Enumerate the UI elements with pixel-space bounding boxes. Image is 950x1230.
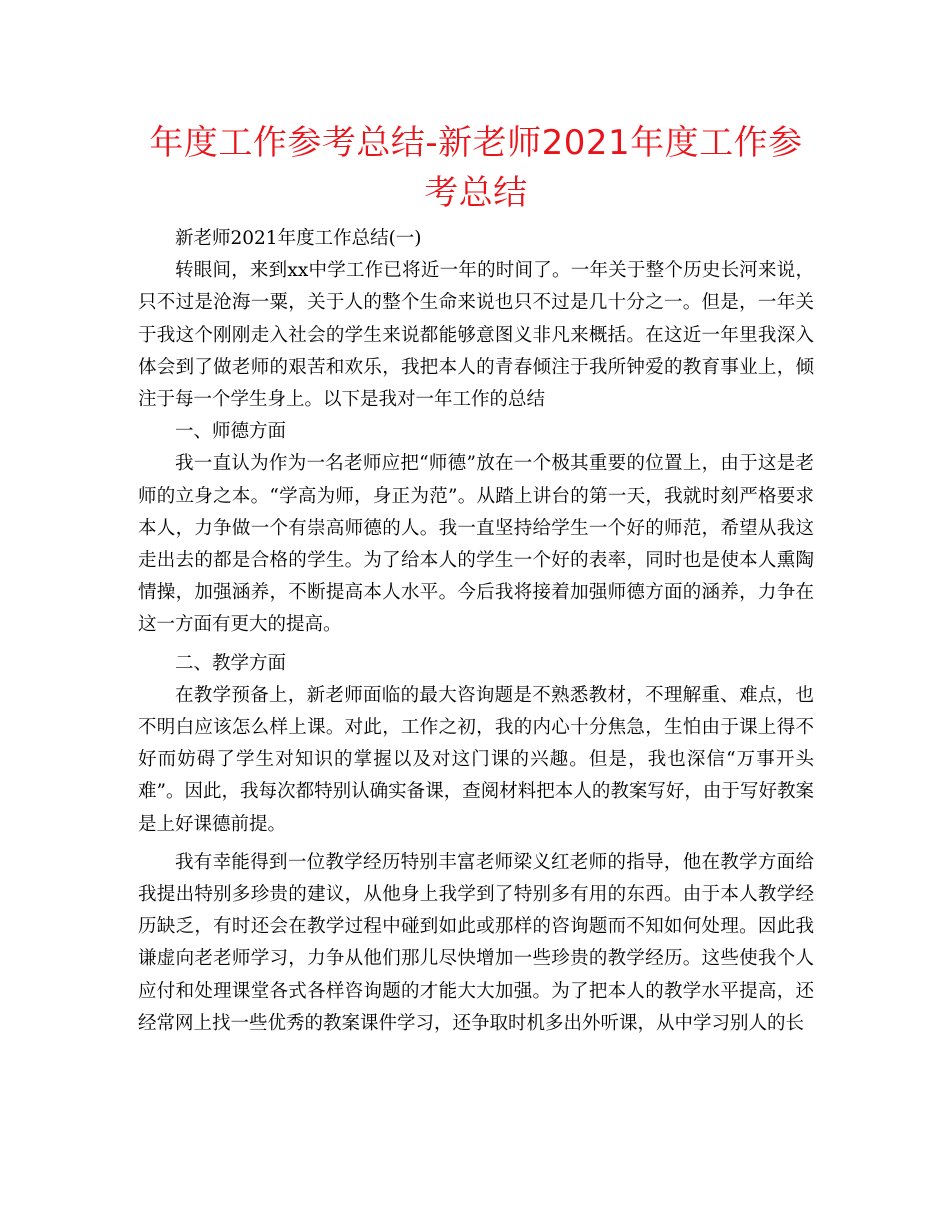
- section-heading: 新老师2021年度工作总结(一): [175, 228, 422, 249]
- section-heading: 一、师德方面: [175, 421, 287, 443]
- body-paragraph: 在教学预备上，新老师面临的最大咨询题是不熟悉教材，不理解重、难点，也不明白应该怎么样上课。对此，工作之初，我的内心十分焦急，生怕由于课上得不好而妨碍了学生对知识的掌握以及对这门课的兴趣。但是，我也深信“万事开头难”。因此，我每次都特别认确实备课，查阅材料把本人的教案写好，由于写好教案是上好课德前提。: [138, 684, 814, 835]
- body-paragraph: 我一直认为作为一名老师应把“师德”放在一个极其重要的位置上，由于这是老师的立身之本。“学高为师，身正为范”。从踏上讲台的第一天，我就时刻严格要求本人，力争做一个有崇高师德的人。我一直坚持给学生一个好的师范，希望从我这走出去的都是合格的学生。为了给本人的学生一个好的表率，同时也是使本人熏陶情操，加强涵养，不断提高本人水平。今后我将接着加强师德方面的涵养，力争在这一方面有更大的提高。: [138, 453, 814, 636]
- document-title: 年度工作参考总结-新老师2021年度工作参考总结: [149, 123, 803, 213]
- section-heading: 二、教学方面: [175, 652, 287, 674]
- body-paragraph: 我有幸能得到一位教学经历特别丰富老师梁义红老师的指导，他在教学方面给我提出特别多珍贵的建议，从他身上我学到了特别多有用的东西。由于本人教学经历缺乏，有时还会在教学过程中碰到如此或那样的咨询题而不知如何处理。因此我谦虚向老老师学习，力争从他们那儿尽快增加一些珍贵的教学经历。这些使我个人应付和处理课堂各式各样咨询题的才能大大加强。为了把本人的教学水平提高，还经常网上找一些优秀的教案课件学习，还争取时机多出外听课，从中学习别人的长: [138, 851, 814, 1034]
- document-body: [138, 223, 814, 1040]
- body-paragraph: 转眼间，来到xx中学工作已将近一年的时间了。一年关于整个历史长河来说，只不过是沧海一粟，关于人的整个生命来说也只不过是几十分之一。但是，一年关于我这个刚刚走入社会的学生来说都能够意图义非凡来概括。在这近一年里我深入体会到了做老师的艰苦和欢乐，我把本人的青春倾注于我所钟爱的教育事业上，倾注于每一个学生身上。以下是我对一年工作的总结: [138, 260, 814, 411]
